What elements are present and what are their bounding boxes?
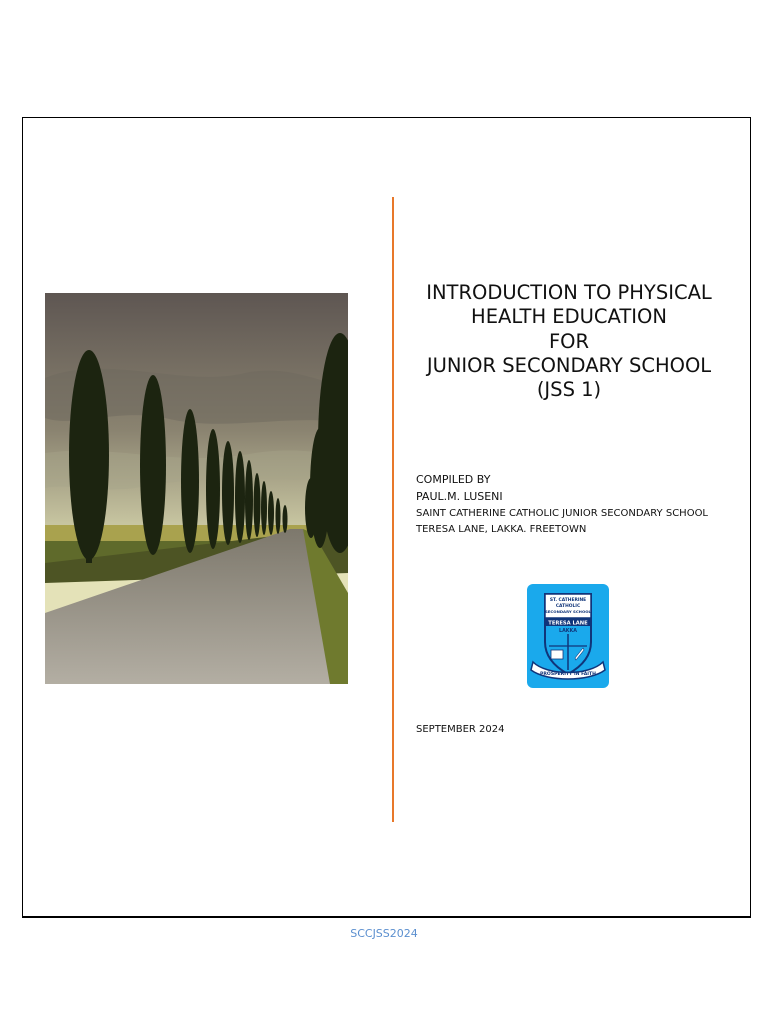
publication-date: SEPTEMBER 2024 (416, 724, 505, 735)
svg-text:LAKKA: LAKKA (559, 629, 577, 634)
svg-text:PROSPERITY IN FAITH: PROSPERITY IN FAITH (540, 672, 596, 677)
title-line-4: JUNIOR SECONDARY SCHOOL (426, 353, 712, 377)
school-name: SAINT CATHERINE CATHOLIC JUNIOR SECONDARY SCHOOL (416, 508, 709, 519)
school-address: TERESA LANE, LAKKA. FREETOWN (416, 524, 587, 535)
title-line-3: FOR (548, 329, 590, 353)
title-line-2: HEALTH EDUCATION (471, 305, 667, 329)
title-line-5: (JSS 1) (536, 378, 602, 402)
compiler-info (416, 472, 708, 538)
svg-text:CATHOLIC: CATHOLIC (555, 604, 581, 609)
svg-text:ST. CATHERINE: ST. CATHERINE (549, 598, 587, 603)
cover-photo (45, 293, 348, 684)
title-line-1: INTRODUCTION TO PHYSICAL (426, 281, 712, 304)
svg-text:TERESA LANE: TERESA LANE (548, 620, 588, 627)
school-crest-icon (527, 584, 609, 688)
svg-text:SECONDARY SCHOOL: SECONDARY SCHOOL (544, 609, 592, 614)
author-name: PAUL.M. LUSENI (416, 490, 503, 503)
document-title (410, 281, 728, 402)
vertical-divider (392, 197, 394, 822)
compiled-by-label: COMPILED BY (416, 473, 491, 486)
cypress-road-image (45, 293, 348, 684)
footer-text: SCCJSS2024 (350, 927, 418, 940)
crest-graphic (527, 584, 609, 688)
